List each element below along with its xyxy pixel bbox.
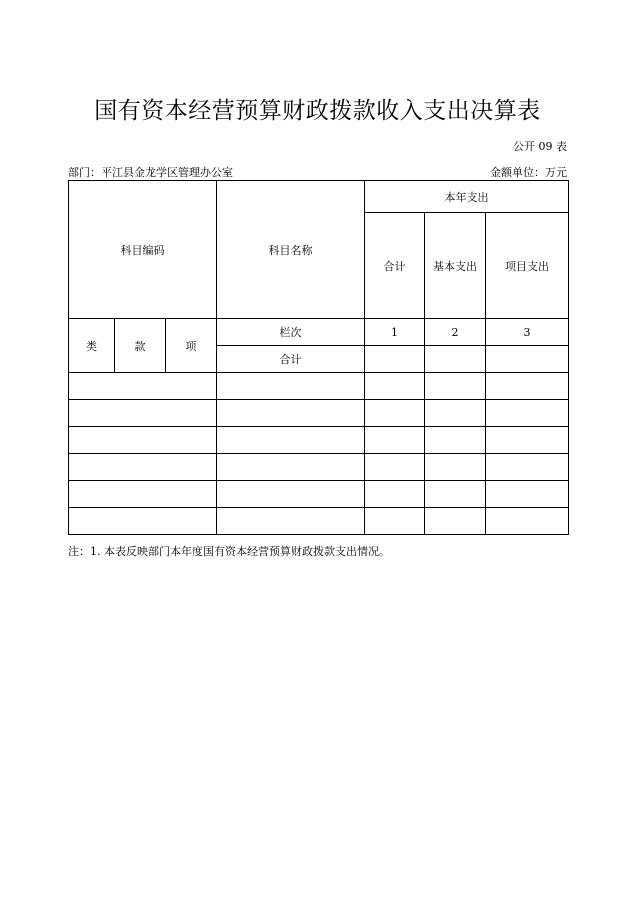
footnote: 注：1. 本表反映部门本年度国有资本经营预算财政拨款支出情况。 [68, 545, 390, 558]
total-cell [365, 400, 425, 427]
table-row [69, 373, 569, 400]
department-label: 部门：平江县金龙学区管理办公室 [68, 166, 233, 179]
project-cell [486, 400, 569, 427]
project-cell [486, 427, 569, 454]
header-kuan: 款 [115, 319, 166, 373]
total-cell [365, 481, 425, 508]
project-cell [486, 481, 569, 508]
header-xiang: 项 [166, 319, 217, 373]
project-cell [486, 373, 569, 400]
basic-cell [425, 454, 486, 481]
basic-cell [425, 373, 486, 400]
name-cell [217, 400, 365, 427]
project-cell [486, 454, 569, 481]
row-total-label: 合计 [217, 346, 365, 373]
basic-cell [425, 508, 486, 535]
table-row [69, 481, 569, 508]
code-cell [69, 400, 217, 427]
total-cell [365, 508, 425, 535]
column-number-3: 3 [486, 319, 569, 346]
total-basic-cell [425, 346, 486, 373]
header-subject-code: 科目编码 [69, 181, 217, 319]
basic-cell [425, 481, 486, 508]
code-cell [69, 427, 217, 454]
table-row [69, 427, 569, 454]
header-basic-expense: 基本支出 [425, 213, 486, 319]
name-cell [217, 454, 365, 481]
total-cell [365, 427, 425, 454]
header-lei: 类 [69, 319, 115, 373]
name-cell [217, 373, 365, 400]
total-cell [365, 373, 425, 400]
header-project-expense: 项目支出 [486, 213, 569, 319]
code-cell [69, 373, 217, 400]
basic-cell [425, 427, 486, 454]
project-cell [486, 508, 569, 535]
name-cell [217, 481, 365, 508]
basic-cell [425, 400, 486, 427]
code-cell [69, 481, 217, 508]
table-row [69, 508, 569, 535]
row-lanci-label: 栏次 [217, 319, 365, 346]
table-row [69, 454, 569, 481]
column-number-1: 1 [365, 319, 425, 346]
page-title: 国有资本经营预算财政拨款收入支出决算表 [94, 98, 541, 124]
header-total: 合计 [365, 213, 425, 319]
total-amount-cell [365, 346, 425, 373]
total-project-cell [486, 346, 569, 373]
expenditure-table [68, 180, 569, 535]
name-cell [217, 508, 365, 535]
header-subject-name: 科目名称 [217, 181, 365, 319]
name-cell [217, 427, 365, 454]
header-year-expense: 本年支出 [365, 181, 569, 213]
table-row [69, 400, 569, 427]
form-code: 公开 09 表 [513, 140, 567, 153]
amount-unit-label: 金额单位：万元 [490, 166, 567, 179]
code-cell [69, 454, 217, 481]
total-cell [365, 454, 425, 481]
code-cell [69, 508, 217, 535]
column-number-2: 2 [425, 319, 486, 346]
